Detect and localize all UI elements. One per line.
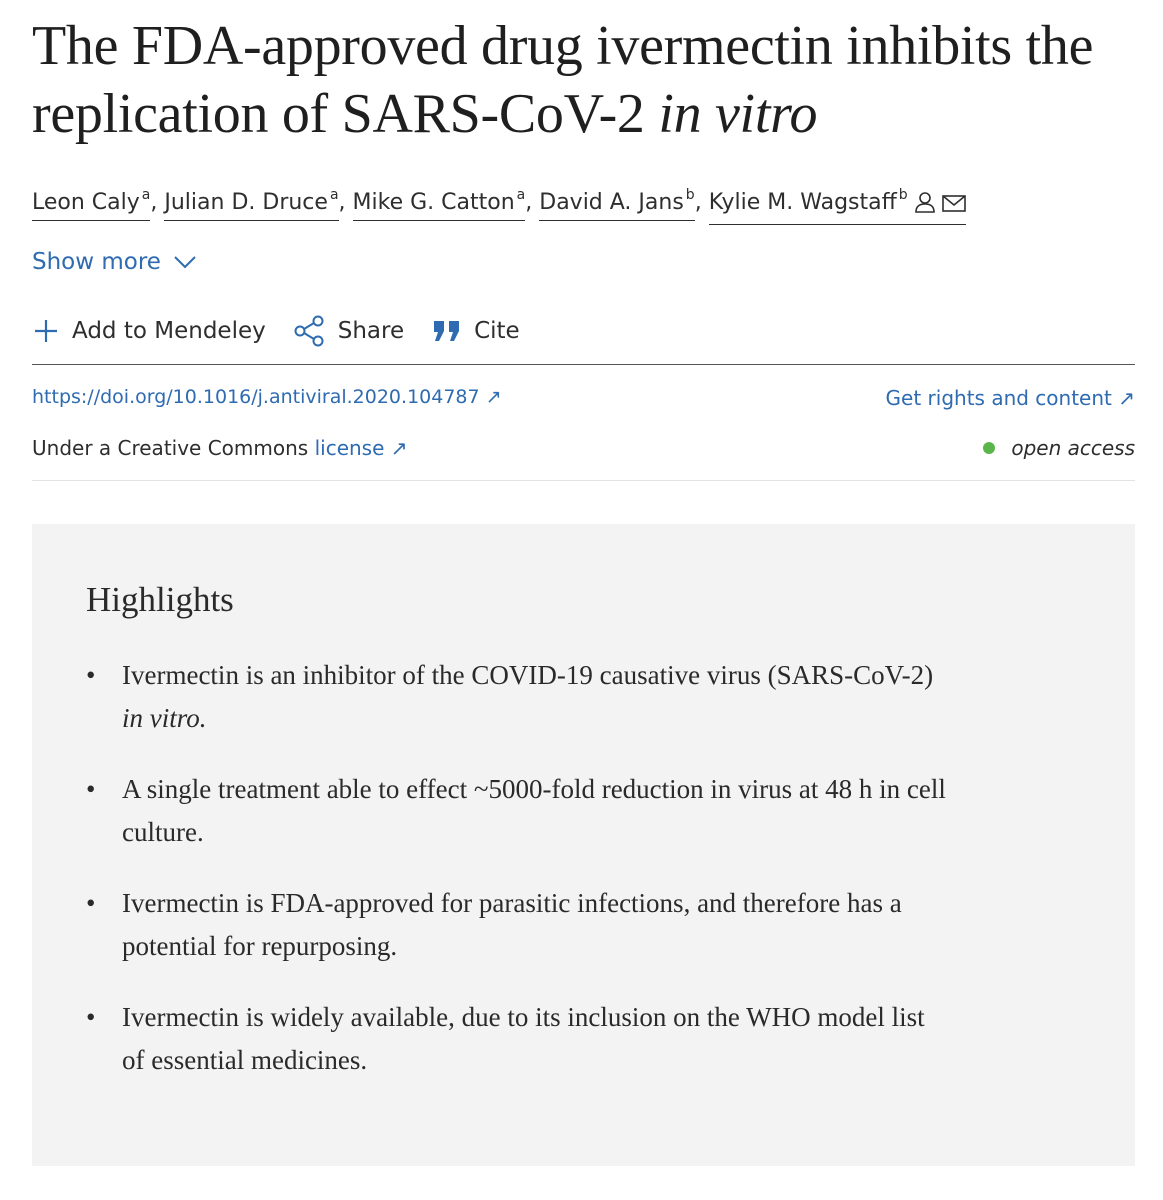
chevron-down-icon: [173, 255, 197, 269]
bullet: •: [86, 774, 96, 804]
plus-icon: [32, 317, 60, 345]
bullet: •: [86, 888, 96, 918]
article-actions: [32, 315, 548, 347]
add-to-mendeley-button[interactable]: [32, 317, 266, 345]
quote-icon: [432, 319, 462, 343]
author-name: Leon Caly: [32, 190, 140, 215]
license-link-label: license: [314, 436, 385, 460]
bullet: •: [86, 660, 96, 690]
article-title: [32, 0, 1135, 148]
share-icon: [294, 315, 326, 347]
author-separator: ,: [694, 190, 709, 215]
share-label: Share: [337, 318, 405, 344]
author-separator: ,: [150, 190, 165, 215]
author-link[interactable]: [539, 180, 694, 221]
bullet: •: [86, 1002, 96, 1032]
highlights-section: [32, 524, 1135, 1166]
get-rights-link[interactable]: [886, 386, 1135, 410]
author-name: David A. Jans: [539, 190, 684, 215]
status-dot-icon: [983, 442, 995, 454]
highlight-text: Ivermectin is widely available, due to its inclusion on the WHO model list of essential medicines.: [122, 1002, 925, 1075]
highlight-text: A single treatment able to effect ~5000-fold reduction in virus at 48 h in cell culture.: [122, 774, 946, 847]
open-access-badge: [983, 436, 1135, 460]
author-name: Kylie M. Wagstaff: [708, 190, 897, 215]
article-title-italic: in vitro: [658, 83, 818, 145]
share-button[interactable]: [294, 315, 404, 347]
article-header: [32, 0, 1135, 1075]
author-link[interactable]: [353, 180, 526, 221]
author-link[interactable]: [32, 180, 150, 221]
author-link[interactable]: [164, 180, 338, 221]
person-icon: [914, 191, 936, 222]
highlight-italic: in vitro.: [122, 703, 207, 733]
external-arrow-icon: ↗: [1118, 386, 1135, 410]
license-prefix: Under a Creative Commons: [32, 436, 315, 460]
external-arrow-icon: ↗: [485, 386, 502, 408]
author-affiliation: a: [141, 187, 151, 203]
divider: [32, 480, 1135, 481]
author-affiliation: b: [685, 187, 695, 203]
list-item: [86, 882, 946, 968]
highlight-text: Ivermectin is an inhibitor of the COVID-19 causative virus (SARS-CoV-2): [122, 660, 934, 690]
highlight-text: Ivermectin is FDA-approved for parasitic infections, and therefore has a potential for repurposing.: [122, 888, 902, 961]
author-affiliation: a: [329, 187, 339, 203]
divider: [32, 364, 1135, 365]
highlights-list: [86, 654, 946, 1110]
article-title-main: The FDA-approved drug ivermectin inhibits the replication of SARS-CoV-2: [32, 15, 1094, 145]
cite-label: Cite: [474, 318, 520, 344]
open-access-label: open access: [1011, 436, 1135, 460]
author-name: Julian D. Druce: [164, 190, 328, 215]
doi-link[interactable]: [32, 386, 502, 408]
license-link[interactable]: [315, 436, 408, 460]
add-to-mendeley-label: Add to Mendeley: [72, 318, 266, 344]
list-item: [86, 768, 946, 854]
list-item: [86, 996, 946, 1082]
get-rights-label: Get rights and content: [885, 386, 1112, 410]
envelope-icon: [942, 192, 966, 222]
author-separator: ,: [525, 190, 540, 215]
author-name: Mike G. Catton: [352, 190, 515, 215]
author-link[interactable]: [709, 180, 966, 225]
author-affiliation: b: [898, 187, 908, 203]
show-more-button[interactable]: [32, 249, 197, 275]
license-statement: [32, 436, 408, 460]
show-more-label: Show more: [32, 249, 161, 275]
author-separator: ,: [338, 190, 353, 215]
external-arrow-icon: ↗: [390, 436, 408, 460]
list-item: [86, 654, 946, 740]
highlights-heading: Highlights: [86, 580, 234, 619]
doi-label: https://doi.org/10.1016/j.antiviral.2020.104787: [32, 386, 480, 408]
cite-button[interactable]: [432, 318, 520, 344]
author-affiliation: a: [516, 187, 526, 203]
author-list: [32, 180, 966, 225]
